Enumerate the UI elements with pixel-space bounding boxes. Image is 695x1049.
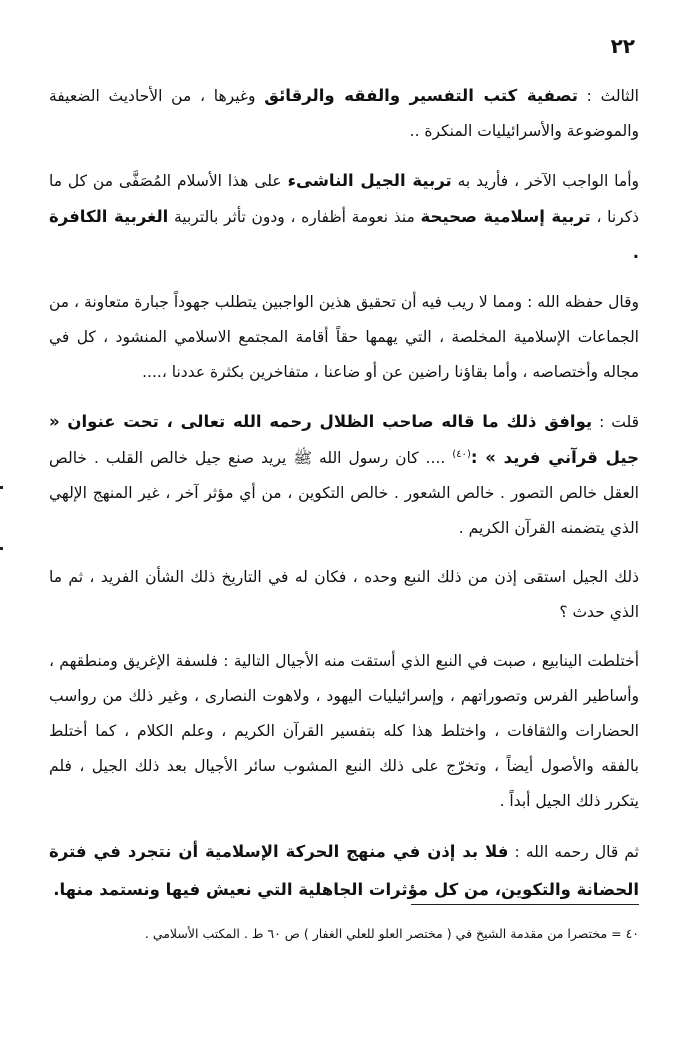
footnote-reference: (٤٠) (452, 448, 471, 460)
scan-edge-mark (0, 547, 3, 550)
page-body (49, 78, 639, 923)
bold-phrase: تربية الجيل الناشىء (287, 171, 452, 190)
paragraph-lead: وأما الواجب الآخر ، (514, 172, 639, 190)
paragraph-third-duty (49, 78, 639, 149)
scan-edge-mark (0, 486, 3, 489)
paragraph-other-duty (49, 163, 639, 271)
footnote: ٤٠ = مختصرا من مقدمة الشيخ في ( مختصر العلو للعلي الغفار ) ص ٦٠ ط . المكتب الأسلامي . (144, 926, 639, 941)
bold-phrase: تصفية كتب التفسير والفقه والرقائق (264, 86, 578, 105)
paragraph-unique-generation: ذلك الجيل استقى إذن من ذلك النبع وحده ، فكان له في التاريخ ذلك الشأن الفريد ، ثم ما الذي حدث ؟ (49, 568, 639, 621)
paragraph-text: .... كان رسول الله ﷺ يريد صنع جيل خالص القلب . خالص العقل خالص التصور . خالص الشعور . خالص التكوين ، من أي مؤثر آخر ، غير المنهج الإلهي الذي يتضمنه القرآن الكريم . (49, 449, 639, 537)
paragraph-lead: الثالث : (577, 87, 639, 105)
paragraph-mixed-springs: أختلطت الينابيع ، صبت في النبع الذي أستقت منه الأجيال التالية : فلسفة الإغريق ومنطقهم ، وأساطير الفرس وتصوراتهم ، وإسرائيليات اليهود ، ولاهوت النصارى ، وغير ذلك من رواسب الحضارات والثقافات ، واختلط هذا كله بتفسير القرآن الكريم ، وعلم الكلام ، كما أختلط بالفقه والأصول أيضاً ، وتخرّج على ذلك النبع المشوب سائر الأجيال بعد ذلك الجيل ، فلم يتكرر ذلك الجيل أبداً . (49, 652, 639, 810)
paragraph-text: فأريد به (451, 172, 515, 190)
bold-phrase: الغربية الكافرة . (49, 207, 639, 262)
bold-phrase: يوافق ذلك ما قاله صاحب الظلال رحمه الله تعالى ، تحت عنوان « جيل قرآني فريد » : (49, 412, 639, 467)
paragraph-text: على هذا الأسلام المُصَفَّى من كل ما ذكرنا ، (49, 172, 639, 226)
page-number: ٢٢ (610, 34, 635, 58)
bold-phrase: فلا بد إذن في منهج الحركة الإسلامية أن نتجرد في فترة الحضانة والتكوين، من كل مؤثرات الجاهلية التي نعيش فيها ونستمد منها. (49, 842, 639, 899)
paragraph-text: وغيرها ، من الأحاديث الضعيفة والموضوعة والأسرائيليات المنكرة .. (49, 87, 639, 140)
paragraph-text: منذ نعومة أظفاره ، ودون تأثر بالتربية (168, 208, 421, 226)
bold-phrase: تربية إسلامية صحيحة (420, 207, 591, 226)
paragraph-dhilal-quote (49, 404, 639, 546)
paragraph-conclusion (49, 833, 639, 909)
paragraph-quote-sheikh: وقال حفظه الله : ومما لا ريب فيه أن تحقيق هذين الواجبين يتطلب جهوداً جبارة متعاونة ، من الجماعات الإسلامية المخلصة ، التي يهمها حقاً أقامة المجتمع الاسلامي المنشود ، كل في مجاله وأختصاصه ، وأما بقاؤنا راضين عن أو ضاعنا ، متفاخرين بكثرة عددنا ،.... (49, 293, 639, 381)
paragraph-lead: قلت : (592, 413, 639, 431)
paragraph-lead: ثم قال رحمه الله : (508, 843, 639, 861)
footnote-divider (411, 904, 639, 905)
